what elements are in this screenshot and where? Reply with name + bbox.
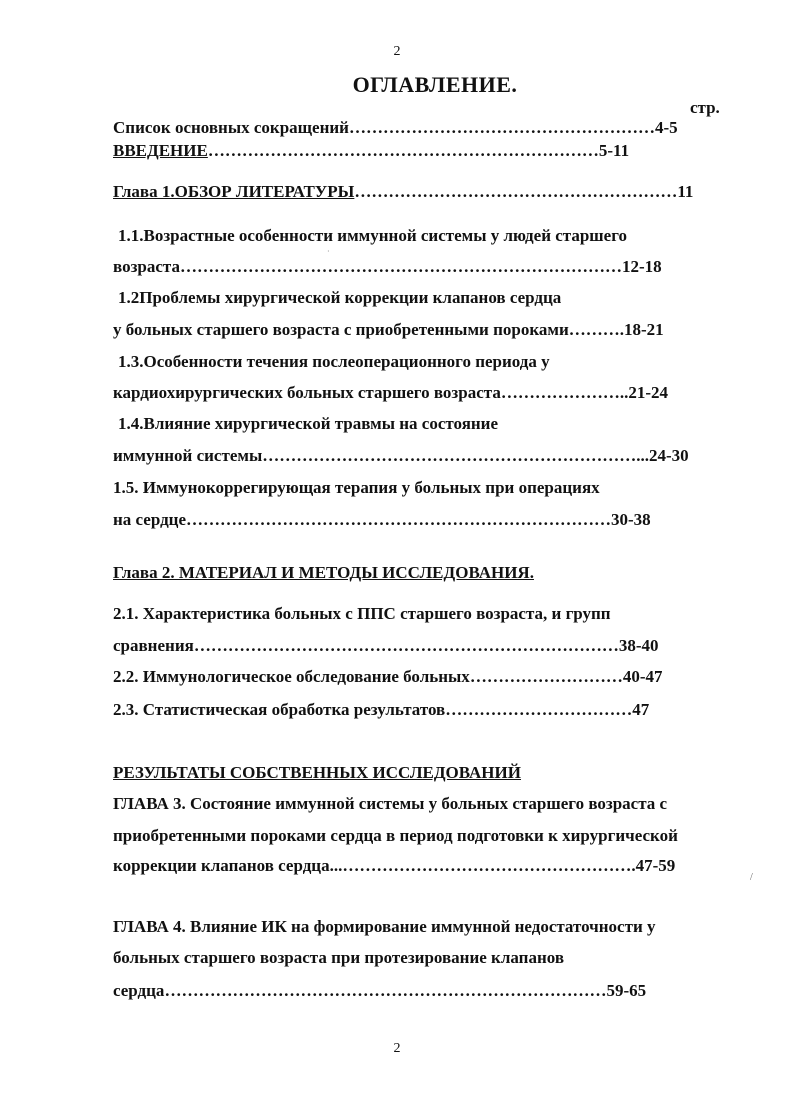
toc-entry-text: у больных старшего возраста с приобретенными пороками	[113, 320, 569, 339]
toc-entry-dots: ……………………………………………………………………	[179, 257, 622, 276]
toc-entry-text: коррекции клапанов сердца	[113, 856, 330, 875]
toc-entry-1-4-line-2[interactable]	[113, 446, 689, 466]
toc-entry-text: 2.3. Статистическая обработка результатов	[113, 700, 446, 719]
toc-entry-page: 47-59	[635, 856, 676, 875]
toc-entry-1-3-line-1[interactable]	[118, 352, 550, 372]
scan-corner-mark: /	[750, 872, 753, 883]
toc-entry-dots: ……………………………………………………………	[207, 141, 599, 160]
toc-entry-text: 1.2Проблемы хирургической коррекции клапанов сердца	[118, 288, 562, 307]
toc-entry-2-1-line-1[interactable]	[113, 604, 611, 624]
toc-entry-text: 1.5. Иммунокоррегирующая терапия у больных при операциях	[113, 478, 600, 497]
toc-entry-dots: ………………………………………………	[348, 118, 655, 137]
toc-entry-text: ВВЕДЕНИЕ	[113, 141, 208, 160]
toc-entry-page: 12-18	[621, 257, 662, 276]
toc-entry-chapter-4-line-2[interactable]	[113, 948, 564, 968]
toc-entry-text: сравнения	[113, 636, 194, 655]
page-number-bottom: 2	[393, 1041, 401, 1056]
page-title: ОГЛАВЛЕНИЕ.	[352, 72, 518, 97]
toc-entry-2-2[interactable]	[113, 667, 662, 687]
toc-entry-abbreviations[interactable]	[113, 118, 678, 138]
page-column-label: стр.	[690, 98, 720, 117]
toc-entry-text: сердца	[113, 981, 165, 1000]
toc-entry-1-1-line-1[interactable]	[118, 226, 627, 246]
toc-entry-page: 21-24	[628, 383, 668, 402]
toc-entry-page: 47	[632, 700, 650, 719]
toc-entry-2-3[interactable]	[113, 700, 649, 720]
toc-entry-dots: ……………………………	[445, 700, 633, 719]
toc-entry-text: больных старшего возраста при протезирование клапанов	[113, 948, 564, 967]
toc-entry-page: 30-38	[611, 510, 651, 529]
toc-entry-dots: …………………………………………………………...	[262, 446, 649, 465]
toc-entry-page: 40-47	[622, 667, 663, 686]
toc-entry-chapter-4-line-3[interactable]	[113, 981, 646, 1001]
toc-entry-page: 18-21	[624, 320, 664, 339]
toc-entry-text: РЕЗУЛЬТАТЫ СОБСТВЕННЫХ ИССЛЕДОВАНИЙ	[113, 763, 521, 782]
toc-entry-chapter-3-line-2[interactable]	[113, 826, 678, 846]
toc-entry-1-2-line-2[interactable]	[113, 320, 664, 340]
toc-entry-dots: …………………………………………………	[354, 182, 678, 201]
toc-entry-text: возраста	[113, 257, 180, 276]
toc-entry-results[interactable]	[113, 763, 521, 783]
toc-entry-chapter-3-line-3[interactable]	[113, 856, 675, 876]
toc-entry-text: 1.1.Возрастные особенности иммунной системы у людей старшего	[118, 226, 628, 245]
toc-entry-page: 4-5	[654, 118, 678, 137]
toc-entry-text: на сердце	[113, 510, 187, 529]
toc-entry-dots: …………………………………………………………………	[186, 510, 612, 529]
toc-entry-text: 1.4.Влияние хирургической травмы на состояние	[118, 414, 499, 433]
toc-entry-1-4-line-1[interactable]	[118, 414, 498, 434]
toc-entry-chapter-4-line-1[interactable]	[113, 917, 656, 937]
toc-entry-dots: …………………………………………………………………	[193, 636, 619, 655]
toc-entry-text: приобретенными пороками сердца в период подготовки к хирургической	[113, 826, 678, 845]
toc-entry-text: 2.2. Иммунологическое обследование больных	[113, 667, 470, 686]
toc-entry-text: ГЛАВА 3. Состояние иммунной системы у больных старшего возраста с	[113, 794, 668, 813]
toc-entry-text: ГЛАВА 4. Влияние ИК на формирование иммунной недостаточности у	[113, 917, 656, 936]
toc-entry-1-1-line-2[interactable]	[113, 257, 662, 277]
toc-entry-introduction[interactable]	[113, 141, 629, 161]
toc-entry-dots: ……………………………………………………………………	[164, 981, 607, 1000]
toc-entry-text: Список основных сокращений	[113, 118, 349, 137]
toc-entry-page: 38-40	[618, 636, 659, 655]
toc-entry-dots: …………………..	[500, 383, 629, 402]
toc-entry-1-5-line-1[interactable]	[113, 478, 600, 498]
toc-entry-page: 59-65	[606, 981, 647, 1000]
toc-entry-page: 5-11	[598, 141, 630, 160]
page-number-top: 2	[393, 44, 401, 59]
toc-entry-dots: ...…………………………………………….	[329, 856, 636, 875]
toc-entry-2-1-line-2[interactable]	[113, 636, 658, 656]
toc-entry-1-5-line-2[interactable]	[113, 510, 651, 530]
toc-entry-text: иммунной системы	[113, 446, 263, 465]
scan-speck: ·	[327, 247, 330, 256]
toc-entry-dots: ………………………	[469, 667, 623, 686]
toc-entry-page: 11	[677, 182, 694, 201]
toc-entry-1-2-line-1[interactable]	[118, 288, 561, 308]
toc-entry-chapter-3-line-1[interactable]	[113, 794, 667, 814]
toc-entry-dots: ……….	[568, 320, 624, 339]
toc-entry-chapter-1[interactable]	[113, 182, 693, 202]
toc-entry-page: 24-30	[648, 446, 689, 465]
toc-entry-text: кардиохирургических больных старшего возраста	[113, 383, 501, 402]
toc-entry-chapter-2[interactable]	[113, 563, 534, 583]
toc-entry-text: 1.3.Особенности течения послеоперационного периода у	[118, 352, 550, 371]
toc-entry-text: Глава 2. МАТЕРИАЛ И МЕТОДЫ ИССЛЕДОВАНИЯ.	[113, 563, 534, 582]
toc-entry-text: Глава 1.ОБЗОР ЛИТЕРАТУРЫ	[113, 182, 355, 201]
toc-entry-text: 2.1. Характеристика больных с ППС старшего возраста, и групп	[113, 604, 611, 623]
toc-entry-1-3-line-2[interactable]	[113, 383, 668, 403]
